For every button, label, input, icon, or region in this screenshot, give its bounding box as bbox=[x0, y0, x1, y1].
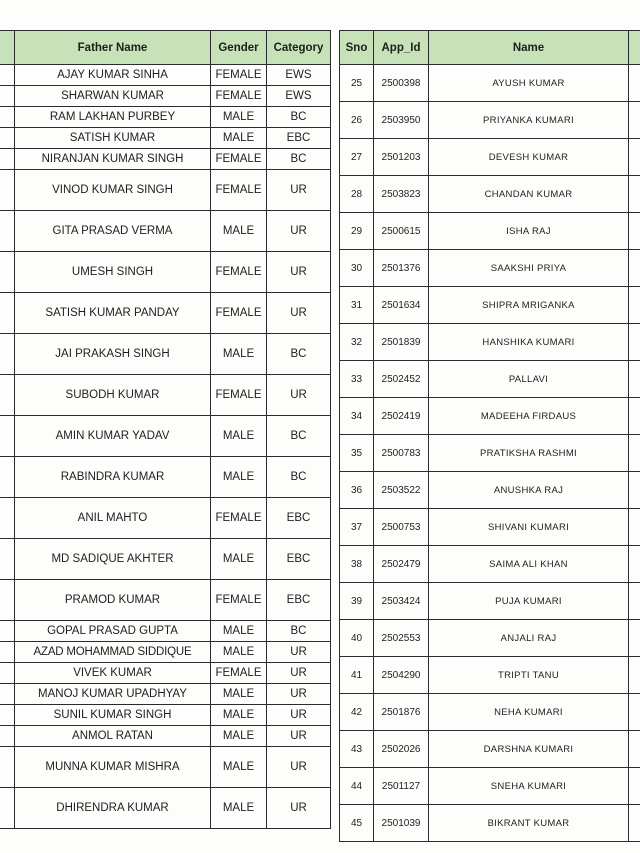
app-id-cell: 2501039 bbox=[374, 805, 429, 842]
sno-cell: 34 bbox=[340, 398, 374, 435]
gender-cell: MALE bbox=[211, 539, 267, 580]
sno-cell: 28 bbox=[340, 176, 374, 213]
father-name-cell: SUBODH KUMAR bbox=[15, 375, 211, 416]
sno-cell: 32 bbox=[340, 324, 374, 361]
app-id-cell: 2504290 bbox=[374, 657, 429, 694]
table-row bbox=[340, 361, 640, 398]
name-cell: SHIPRA MRIGANKA bbox=[429, 287, 629, 324]
gender-cell: FEMALE bbox=[211, 170, 267, 211]
category-cell: UR bbox=[267, 747, 331, 788]
father-name-cell: AJAY KUMAR SINHA bbox=[15, 65, 211, 86]
cut-cell bbox=[0, 498, 15, 539]
cut-cell bbox=[629, 361, 640, 398]
gender-cell: MALE bbox=[211, 128, 267, 149]
name-cell: PRATIKSHA RASHMI bbox=[429, 435, 629, 472]
table-row bbox=[0, 211, 331, 252]
cut-cell bbox=[0, 149, 15, 170]
father-name-cell: RABINDRA KUMAR bbox=[15, 457, 211, 498]
right-header-row bbox=[340, 31, 640, 65]
cut-cell bbox=[0, 334, 15, 375]
cut-cell bbox=[629, 472, 640, 509]
cut-cell bbox=[0, 293, 15, 334]
table-row bbox=[0, 334, 331, 375]
app-id-cell: 2502479 bbox=[374, 546, 429, 583]
cut-cell bbox=[0, 726, 15, 747]
name-cell: AYUSH KUMAR bbox=[429, 65, 629, 102]
left-header-cut bbox=[0, 31, 15, 65]
gender-cell: FEMALE bbox=[211, 580, 267, 621]
table-row bbox=[340, 583, 640, 620]
father-name-cell: RAM LAKHAN PURBEY bbox=[15, 107, 211, 128]
category-cell: UR bbox=[267, 375, 331, 416]
header-category: Category bbox=[267, 31, 331, 65]
cut-cell bbox=[0, 65, 15, 86]
gender-cell: FEMALE bbox=[211, 375, 267, 416]
sno-cell: 36 bbox=[340, 472, 374, 509]
app-id-cell: 2501876 bbox=[374, 694, 429, 731]
table-row bbox=[0, 149, 331, 170]
gender-cell: MALE bbox=[211, 684, 267, 705]
sno-cell: 35 bbox=[340, 435, 374, 472]
table-row bbox=[0, 170, 331, 211]
category-cell: EWS bbox=[267, 65, 331, 86]
app-id-cell: 2503424 bbox=[374, 583, 429, 620]
category-cell: UR bbox=[267, 252, 331, 293]
cut-cell bbox=[0, 788, 15, 829]
category-cell: BC bbox=[267, 416, 331, 457]
table-row bbox=[0, 684, 331, 705]
header-app-id: App_Id bbox=[374, 31, 429, 65]
cut-cell bbox=[0, 684, 15, 705]
gender-cell: MALE bbox=[211, 211, 267, 252]
table-row bbox=[0, 65, 331, 86]
table-row bbox=[340, 287, 640, 324]
table-row bbox=[340, 472, 640, 509]
name-cell: SHIVANI KUMARI bbox=[429, 509, 629, 546]
app-id-cell: 2500753 bbox=[374, 509, 429, 546]
sno-cell: 41 bbox=[340, 657, 374, 694]
cut-cell bbox=[0, 375, 15, 416]
sno-cell: 25 bbox=[340, 65, 374, 102]
category-cell: UR bbox=[267, 705, 331, 726]
cut-cell bbox=[629, 102, 640, 139]
category-cell: BC bbox=[267, 149, 331, 170]
left-results-table bbox=[0, 30, 331, 829]
father-name-cell: NIRANJAN KUMAR SINGH bbox=[15, 149, 211, 170]
table-row bbox=[340, 731, 640, 768]
table-row bbox=[0, 498, 331, 539]
table-row bbox=[0, 580, 331, 621]
right-results-table bbox=[339, 30, 640, 842]
cut-cell bbox=[0, 457, 15, 498]
father-name-cell: GITA PRASAD VERMA bbox=[15, 211, 211, 252]
category-cell: EWS bbox=[267, 86, 331, 107]
sno-cell: 39 bbox=[340, 583, 374, 620]
cut-cell bbox=[629, 546, 640, 583]
father-name-cell: SATISH KUMAR bbox=[15, 128, 211, 149]
father-name-cell: SUNIL KUMAR SINGH bbox=[15, 705, 211, 726]
header-sno: Sno bbox=[340, 31, 374, 65]
name-cell: TRIPTI TANU bbox=[429, 657, 629, 694]
sno-cell: 42 bbox=[340, 694, 374, 731]
cut-cell bbox=[629, 768, 640, 805]
app-id-cell: 2502452 bbox=[374, 361, 429, 398]
gender-cell: FEMALE bbox=[211, 86, 267, 107]
sno-cell: 29 bbox=[340, 213, 374, 250]
gender-cell: FEMALE bbox=[211, 149, 267, 170]
sno-cell: 43 bbox=[340, 731, 374, 768]
name-cell: PUJA KUMARI bbox=[429, 583, 629, 620]
father-name-cell: VINOD KUMAR SINGH bbox=[15, 170, 211, 211]
table-row bbox=[0, 86, 331, 107]
name-cell: NEHA KUMARI bbox=[429, 694, 629, 731]
cut-cell bbox=[0, 128, 15, 149]
app-id-cell: 2502419 bbox=[374, 398, 429, 435]
table-row bbox=[0, 747, 331, 788]
sno-cell: 27 bbox=[340, 139, 374, 176]
sno-cell: 38 bbox=[340, 546, 374, 583]
gender-cell: FEMALE bbox=[211, 498, 267, 539]
sno-cell: 44 bbox=[340, 768, 374, 805]
name-cell: PRIYANKA KUMARI bbox=[429, 102, 629, 139]
cut-cell bbox=[629, 435, 640, 472]
header-name: Name bbox=[429, 31, 629, 65]
table-row bbox=[340, 324, 640, 361]
gender-cell: MALE bbox=[211, 416, 267, 457]
gender-cell: MALE bbox=[211, 642, 267, 663]
category-cell: UR bbox=[267, 788, 331, 829]
table-row bbox=[340, 102, 640, 139]
gender-cell: MALE bbox=[211, 457, 267, 498]
cut-cell bbox=[0, 252, 15, 293]
cut-cell bbox=[0, 211, 15, 252]
category-cell: UR bbox=[267, 726, 331, 747]
sno-cell: 26 bbox=[340, 102, 374, 139]
table-row bbox=[340, 805, 640, 842]
father-name-cell: PRAMOD KUMAR bbox=[15, 580, 211, 621]
table-row bbox=[340, 139, 640, 176]
table-row bbox=[0, 107, 331, 128]
gender-cell: MALE bbox=[211, 747, 267, 788]
table-row bbox=[340, 65, 640, 102]
name-cell: MADEEHA FIRDAUS bbox=[429, 398, 629, 435]
cut-cell bbox=[629, 398, 640, 435]
name-cell: HANSHIKA KUMARI bbox=[429, 324, 629, 361]
table-row bbox=[340, 694, 640, 731]
app-id-cell: 2501127 bbox=[374, 768, 429, 805]
cut-cell bbox=[0, 747, 15, 788]
name-cell: ANUSHKA RAJ bbox=[429, 472, 629, 509]
table-row bbox=[340, 213, 640, 250]
app-id-cell: 2501376 bbox=[374, 250, 429, 287]
cut-cell bbox=[629, 176, 640, 213]
table-row bbox=[0, 457, 331, 498]
cut-cell bbox=[629, 583, 640, 620]
name-cell: SAAKSHI PRIYA bbox=[429, 250, 629, 287]
table-row bbox=[340, 398, 640, 435]
gender-cell: FEMALE bbox=[211, 663, 267, 684]
sno-cell: 33 bbox=[340, 361, 374, 398]
category-cell: UR bbox=[267, 684, 331, 705]
name-cell: DARSHNA KUMARI bbox=[429, 731, 629, 768]
table-row bbox=[340, 546, 640, 583]
name-cell: SNEHA KUMARI bbox=[429, 768, 629, 805]
father-name-cell: MUNNA KUMAR MISHRA bbox=[15, 747, 211, 788]
cut-cell bbox=[0, 86, 15, 107]
cut-cell bbox=[629, 213, 640, 250]
cut-cell bbox=[0, 539, 15, 580]
cut-cell bbox=[629, 287, 640, 324]
cut-cell bbox=[629, 139, 640, 176]
category-cell: EBC bbox=[267, 128, 331, 149]
category-cell: BC bbox=[267, 334, 331, 375]
father-name-cell: SATISH KUMAR PANDAY bbox=[15, 293, 211, 334]
table-row bbox=[0, 375, 331, 416]
table-row bbox=[0, 663, 331, 684]
sno-cell: 31 bbox=[340, 287, 374, 324]
gender-cell: MALE bbox=[211, 107, 267, 128]
father-name-cell: UMESH SINGH bbox=[15, 252, 211, 293]
app-id-cell: 2502026 bbox=[374, 731, 429, 768]
father-name-cell: JAI PRAKASH SINGH bbox=[15, 334, 211, 375]
gender-cell: MALE bbox=[211, 726, 267, 747]
gender-cell: MALE bbox=[211, 705, 267, 726]
father-name-cell: GOPAL PRASAD GUPTA bbox=[15, 621, 211, 642]
name-cell: CHANDAN KUMAR bbox=[429, 176, 629, 213]
cut-cell bbox=[629, 694, 640, 731]
father-name-cell: AZAD MOHAMMAD SIDDIQUE bbox=[15, 642, 211, 663]
cut-cell bbox=[629, 620, 640, 657]
table-row bbox=[340, 657, 640, 694]
category-cell: UR bbox=[267, 293, 331, 334]
cut-cell bbox=[629, 250, 640, 287]
category-cell: UR bbox=[267, 642, 331, 663]
cut-cell bbox=[0, 621, 15, 642]
name-cell: DEVESH KUMAR bbox=[429, 139, 629, 176]
app-id-cell: 2503522 bbox=[374, 472, 429, 509]
table-row bbox=[340, 768, 640, 805]
cut-cell bbox=[629, 805, 640, 842]
header-father-name: Father Name bbox=[15, 31, 211, 65]
cut-cell bbox=[0, 107, 15, 128]
cut-cell bbox=[629, 731, 640, 768]
app-id-cell: 2503950 bbox=[374, 102, 429, 139]
app-id-cell: 2503823 bbox=[374, 176, 429, 213]
category-cell: UR bbox=[267, 663, 331, 684]
app-id-cell: 2502553 bbox=[374, 620, 429, 657]
name-cell: ISHA RAJ bbox=[429, 213, 629, 250]
app-id-cell: 2501203 bbox=[374, 139, 429, 176]
table-row bbox=[0, 416, 331, 457]
app-id-cell: 2500398 bbox=[374, 65, 429, 102]
father-name-cell: SHARWAN KUMAR bbox=[15, 86, 211, 107]
cut-cell bbox=[0, 705, 15, 726]
table-row bbox=[340, 176, 640, 213]
gender-cell: FEMALE bbox=[211, 65, 267, 86]
app-id-cell: 2500615 bbox=[374, 213, 429, 250]
table-row bbox=[340, 620, 640, 657]
cut-cell bbox=[0, 663, 15, 684]
app-id-cell: 2500783 bbox=[374, 435, 429, 472]
table-row bbox=[0, 252, 331, 293]
app-id-cell: 2501839 bbox=[374, 324, 429, 361]
gender-cell: FEMALE bbox=[211, 252, 267, 293]
gender-cell: MALE bbox=[211, 788, 267, 829]
name-cell: BIKRANT KUMAR bbox=[429, 805, 629, 842]
father-name-cell: ANIL MAHTO bbox=[15, 498, 211, 539]
name-cell: ANJALI RAJ bbox=[429, 620, 629, 657]
name-cell: SAIMA ALI KHAN bbox=[429, 546, 629, 583]
table-row bbox=[0, 642, 331, 663]
category-cell: EBC bbox=[267, 539, 331, 580]
table-row bbox=[340, 250, 640, 287]
category-cell: BC bbox=[267, 107, 331, 128]
category-cell: BC bbox=[267, 621, 331, 642]
app-id-cell: 2501634 bbox=[374, 287, 429, 324]
left-header-row bbox=[0, 31, 331, 65]
table-row bbox=[0, 788, 331, 829]
sno-cell: 30 bbox=[340, 250, 374, 287]
gender-cell: MALE bbox=[211, 621, 267, 642]
header-gender: Gender bbox=[211, 31, 267, 65]
category-cell: UR bbox=[267, 170, 331, 211]
sno-cell: 37 bbox=[340, 509, 374, 546]
name-cell: PALLAVI bbox=[429, 361, 629, 398]
category-cell: EBC bbox=[267, 498, 331, 539]
table-row bbox=[0, 128, 331, 149]
cut-cell bbox=[0, 170, 15, 211]
category-cell: BC bbox=[267, 457, 331, 498]
table-row bbox=[0, 293, 331, 334]
cut-cell bbox=[0, 580, 15, 621]
category-cell: UR bbox=[267, 211, 331, 252]
table-row bbox=[0, 726, 331, 747]
cut-cell bbox=[0, 642, 15, 663]
cut-cell bbox=[0, 416, 15, 457]
table-row bbox=[340, 435, 640, 472]
father-name-cell: AMIN KUMAR YADAV bbox=[15, 416, 211, 457]
right-header-cut bbox=[629, 31, 640, 65]
father-name-cell: MANOJ KUMAR UPADHYAY bbox=[15, 684, 211, 705]
sno-cell: 40 bbox=[340, 620, 374, 657]
category-cell: EBC bbox=[267, 580, 331, 621]
table-row bbox=[340, 509, 640, 546]
cut-cell bbox=[629, 65, 640, 102]
father-name-cell: ANMOL RATAN bbox=[15, 726, 211, 747]
gender-cell: MALE bbox=[211, 334, 267, 375]
cut-cell bbox=[629, 324, 640, 361]
father-name-cell: VIVEK KUMAR bbox=[15, 663, 211, 684]
father-name-cell: MD SADIQUE AKHTER bbox=[15, 539, 211, 580]
table-row bbox=[0, 705, 331, 726]
father-name-cell: DHIRENDRA KUMAR bbox=[15, 788, 211, 829]
cut-cell bbox=[629, 657, 640, 694]
gender-cell: FEMALE bbox=[211, 293, 267, 334]
table-row bbox=[0, 539, 331, 580]
table-row bbox=[0, 621, 331, 642]
cut-cell bbox=[629, 509, 640, 546]
sno-cell: 45 bbox=[340, 805, 374, 842]
